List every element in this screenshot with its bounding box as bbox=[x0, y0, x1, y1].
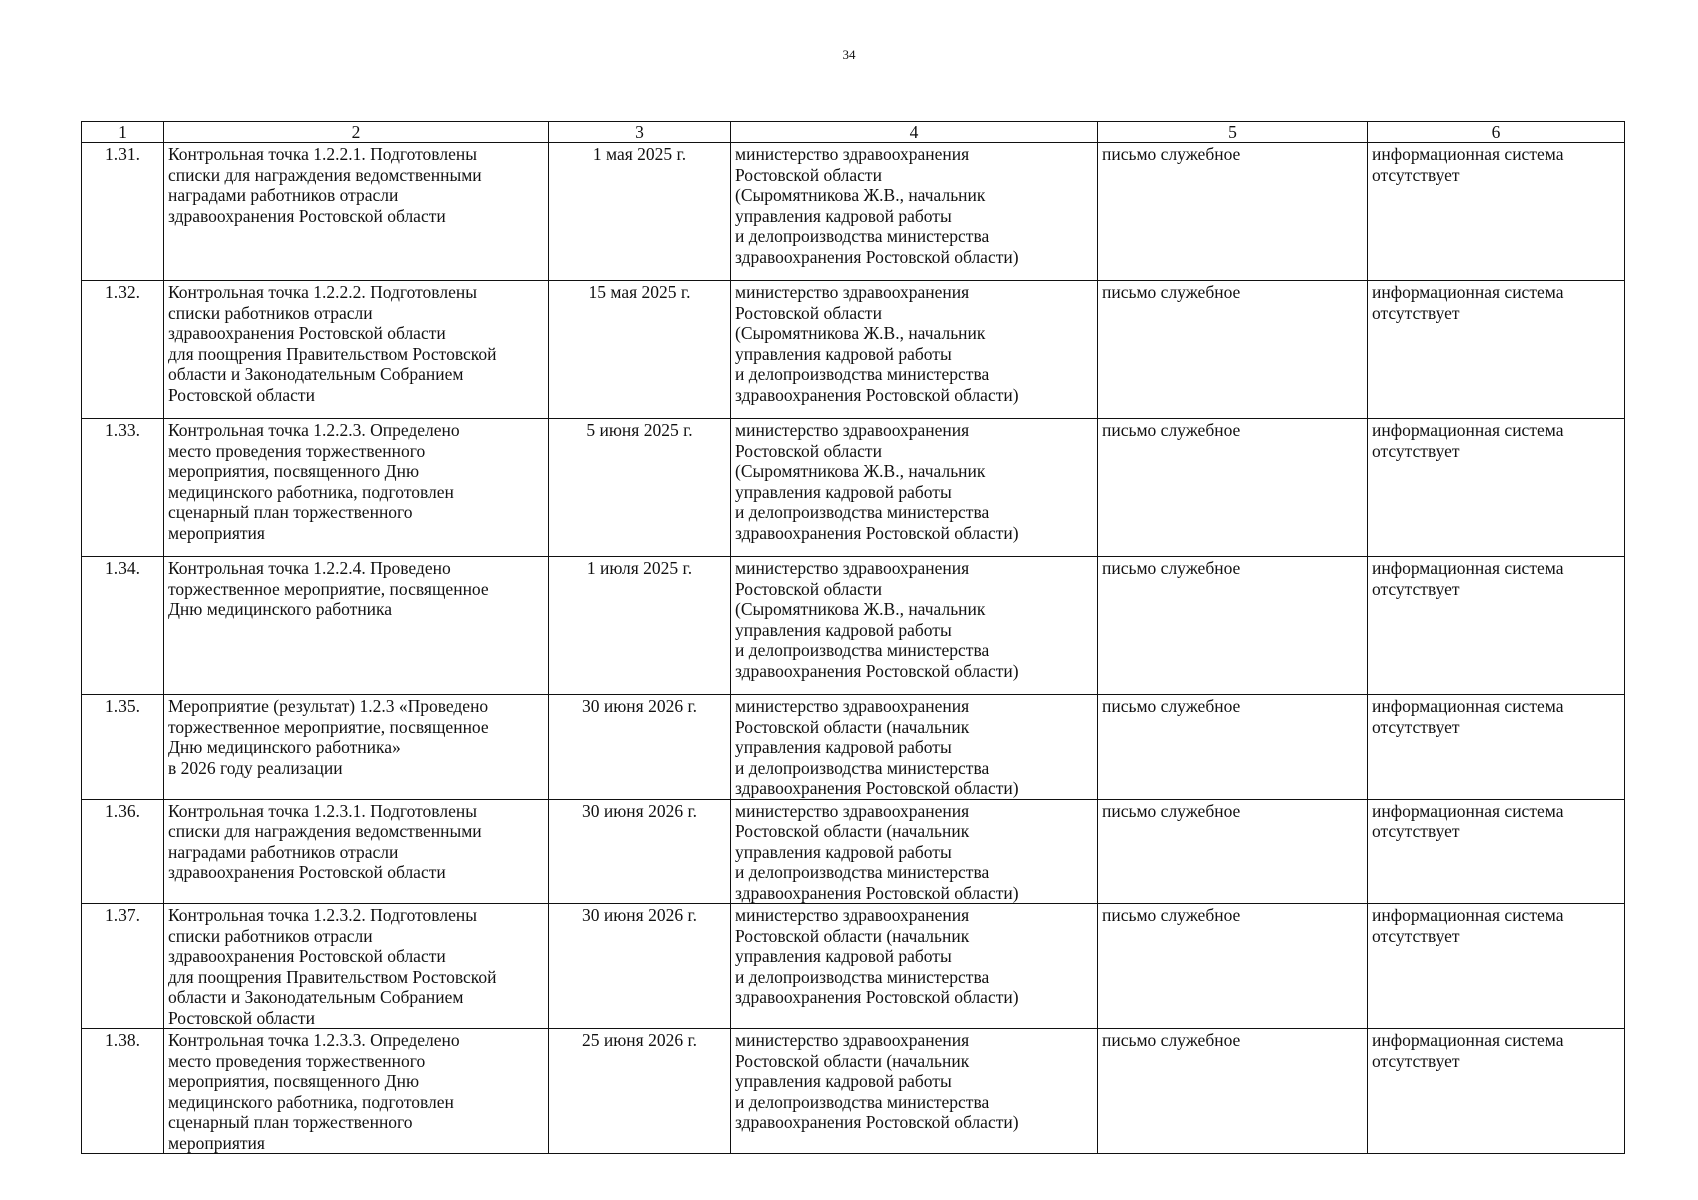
row-responsible: министерство здравоохранения Ростовской области (начальник управления кадровой работы и делопроизводства министерства здравоохранения Ростовской области) bbox=[731, 799, 1098, 904]
row-description: Контрольная точка 1.2.2.3. Определено место проведения торжественного мероприятия, посвященного Дню медицинского работника, подготовлен сценарный план торжественного мероприятия bbox=[164, 419, 549, 557]
row-description: Контрольная точка 1.2.3.1. Подготовлены списки для награждения ведомственными наградами работников отрасли здравоохранения Ростовской области bbox=[164, 799, 549, 904]
row-number: 1.32. bbox=[82, 281, 164, 419]
row-date: 30 июня 2026 г. bbox=[549, 904, 731, 1029]
row-responsible: министерство здравоохранения Ростовской области (начальник управления кадровой работы и делопроизводства министерства здравоохранения Ростовской области) bbox=[731, 1029, 1098, 1154]
row-information-system: информационная система отсутствует bbox=[1368, 419, 1625, 557]
row-description: Мероприятие (результат) 1.2.3 «Проведено торжественное мероприятие, посвященное Дню медицинского работника» в 2026 году реализации bbox=[164, 695, 549, 800]
row-document-type: письмо служебное bbox=[1098, 281, 1368, 419]
table-row bbox=[82, 281, 1625, 419]
row-responsible: министерство здравоохранения Ростовской области (Сыромятникова Ж.В., начальник управления кадровой работы и делопроизводства министерства здравоохранения Ростовской области) bbox=[731, 557, 1098, 695]
row-document-type: письмо служебное bbox=[1098, 143, 1368, 281]
row-date: 30 июня 2026 г. bbox=[549, 695, 731, 800]
row-document-type: письмо служебное bbox=[1098, 799, 1368, 904]
row-information-system: информационная система отсутствует bbox=[1368, 695, 1625, 800]
row-responsible: министерство здравоохранения Ростовской области (Сыромятникова Ж.В., начальник управления кадровой работы и делопроизводства министерства здравоохранения Ростовской области) bbox=[731, 281, 1098, 419]
table-row bbox=[82, 419, 1625, 557]
row-number: 1.35. bbox=[82, 695, 164, 800]
row-number: 1.34. bbox=[82, 557, 164, 695]
column-header: 6 bbox=[1368, 122, 1625, 143]
control-points-table bbox=[81, 121, 1625, 1154]
row-number: 1.31. bbox=[82, 143, 164, 281]
row-number: 1.37. bbox=[82, 904, 164, 1029]
row-document-type: письмо служебное bbox=[1098, 695, 1368, 800]
row-description: Контрольная точка 1.2.2.1. Подготовлены списки для награждения ведомственными наградами работников отрасли здравоохранения Ростовской области bbox=[164, 143, 549, 281]
row-information-system: информационная система отсутствует bbox=[1368, 799, 1625, 904]
table-row bbox=[82, 557, 1625, 695]
row-number: 1.38. bbox=[82, 1029, 164, 1154]
row-responsible: министерство здравоохранения Ростовской области (начальник управления кадровой работы и делопроизводства министерства здравоохранения Ростовской области) bbox=[731, 695, 1098, 800]
row-document-type: письмо служебное bbox=[1098, 419, 1368, 557]
row-date: 25 июня 2026 г. bbox=[549, 1029, 731, 1154]
row-number: 1.33. bbox=[82, 419, 164, 557]
column-number-header bbox=[82, 122, 1625, 143]
row-date: 5 июня 2025 г. bbox=[549, 419, 731, 557]
row-description: Контрольная точка 1.2.3.3. Определено место проведения торжественного мероприятия, посвященного Дню медицинского работника, подготовлен сценарный план торжественного мероприятия bbox=[164, 1029, 549, 1154]
table-row bbox=[82, 904, 1625, 1029]
row-responsible: министерство здравоохранения Ростовской области (начальник управления кадровой работы и делопроизводства министерства здравоохранения Ростовской области) bbox=[731, 904, 1098, 1029]
row-document-type: письмо служебное bbox=[1098, 557, 1368, 695]
row-description: Контрольная точка 1.2.2.2. Подготовлены списки работников отрасли здравоохранения Ростовской области для поощрения Правительством Ростовской области и Законодательным Собранием Ростовской области bbox=[164, 281, 549, 419]
row-information-system: информационная система отсутствует bbox=[1368, 904, 1625, 1029]
row-information-system: информационная система отсутствует bbox=[1368, 143, 1625, 281]
row-date: 1 июля 2025 г. bbox=[549, 557, 731, 695]
table-row bbox=[82, 143, 1625, 281]
row-document-type: письмо служебное bbox=[1098, 1029, 1368, 1154]
row-information-system: информационная система отсутствует bbox=[1368, 1029, 1625, 1154]
column-header: 2 bbox=[164, 122, 549, 143]
column-header: 4 bbox=[731, 122, 1098, 143]
row-date: 1 мая 2025 г. bbox=[549, 143, 731, 281]
row-responsible: министерство здравоохранения Ростовской области (Сыромятникова Ж.В., начальник управления кадровой работы и делопроизводства министерства здравоохранения Ростовской области) bbox=[731, 143, 1098, 281]
row-information-system: информационная система отсутствует bbox=[1368, 557, 1625, 695]
column-header: 3 bbox=[549, 122, 731, 143]
page-number: 34 bbox=[842, 47, 856, 62]
row-information-system: информационная система отсутствует bbox=[1368, 281, 1625, 419]
row-responsible: министерство здравоохранения Ростовской области (Сыромятникова Ж.В., начальник управления кадровой работы и делопроизводства министерства здравоохранения Ростовской области) bbox=[731, 419, 1098, 557]
table-row bbox=[82, 1029, 1625, 1154]
table-row bbox=[82, 799, 1625, 904]
row-description: Контрольная точка 1.2.3.2. Подготовлены списки работников отрасли здравоохранения Ростовской области для поощрения Правительством Ростовской области и Законодательным Собранием Ростовской области bbox=[164, 904, 549, 1029]
column-header: 5 bbox=[1098, 122, 1368, 143]
row-number: 1.36. bbox=[82, 799, 164, 904]
row-date: 15 мая 2025 г. bbox=[549, 281, 731, 419]
row-date: 30 июня 2026 г. bbox=[549, 799, 731, 904]
row-description: Контрольная точка 1.2.2.4. Проведено торжественное мероприятие, посвященное Дню медицинского работника bbox=[164, 557, 549, 695]
row-document-type: письмо служебное bbox=[1098, 904, 1368, 1029]
column-header: 1 bbox=[82, 122, 164, 143]
table-row bbox=[82, 695, 1625, 800]
